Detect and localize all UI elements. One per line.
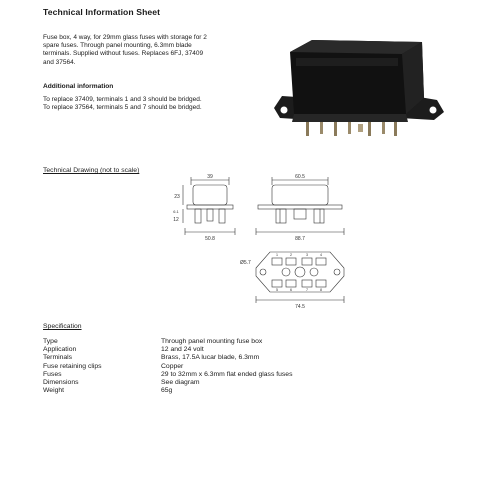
additional-info-line: To replace 37409, terminals 1 and 3 should be bridged. xyxy=(43,96,202,103)
product-photo xyxy=(272,28,447,140)
terminal-number: 5 xyxy=(276,288,278,292)
spec-value: Brass, 17.5A lucar blade, 6.3mm xyxy=(161,354,260,362)
dim-front-top: 60.5 xyxy=(295,174,305,180)
spec-value: 65g xyxy=(161,387,173,395)
dim-plan-hole: Ø5.7 xyxy=(240,260,251,266)
plan-view-drawing xyxy=(236,244,356,314)
spec-label: Weight xyxy=(43,387,65,395)
terminal-number: 4 xyxy=(320,253,322,257)
spec-label: Fuses xyxy=(43,370,62,378)
dim-side-a: 6.1 xyxy=(173,209,179,214)
spec-value: Through panel mounting fuse box xyxy=(161,338,263,345)
spec-row xyxy=(43,387,292,395)
dim-side-height: 23 xyxy=(174,194,180,200)
spec-label: Dimensions xyxy=(43,379,79,387)
description-line: and 37564. xyxy=(43,58,76,66)
dim-side-top: 39 xyxy=(207,174,213,180)
spec-row xyxy=(43,379,292,387)
spec-value: 12 and 24 volt xyxy=(161,346,204,354)
additional-info-line: To replace 37564, terminals 5 and 7 should be bridged. xyxy=(43,104,202,111)
spec-value: Copper xyxy=(161,362,184,370)
spec-label: Fuse retaining clips xyxy=(43,362,102,370)
side-view-drawing xyxy=(165,170,245,245)
dim-side-b: 12 xyxy=(173,217,179,223)
technical-drawing-heading xyxy=(43,167,139,174)
terminal-number: 8 xyxy=(320,288,322,292)
spec-row xyxy=(43,354,292,362)
description-line: terminals. Supplied without fuses. Replaces 6FJ, 37409 xyxy=(43,50,204,58)
additional-info-heading: Additional information xyxy=(43,83,114,90)
dim-front-bottom: 88.7 xyxy=(295,236,305,242)
technical-drawing-title: Technical Drawing xyxy=(43,167,99,174)
spec-row xyxy=(43,363,292,371)
dim-side-bottom: 50.8 xyxy=(205,236,215,242)
page-title: Technical Information Sheet xyxy=(43,7,161,17)
spec-row xyxy=(43,338,292,346)
spec-label: Type xyxy=(43,338,58,345)
specification-heading: Specification xyxy=(43,323,82,330)
front-view-drawing xyxy=(250,170,355,245)
terminal-number: 1 xyxy=(276,253,278,257)
specification-table xyxy=(43,338,292,395)
technical-drawing-note: (not to scale) xyxy=(98,167,140,174)
spec-label: Terminals xyxy=(43,354,73,362)
terminal-number: 3 xyxy=(306,253,308,257)
terminal-number: 7 xyxy=(306,288,308,292)
terminal-number: 2 xyxy=(290,253,292,257)
spec-value: See diagram xyxy=(161,379,200,387)
description-line: Fuse box, 4 way, for 29mm glass fuses with storage for 2 xyxy=(43,34,207,41)
terminal-number: 6 xyxy=(290,288,292,292)
product-description xyxy=(43,34,253,67)
spec-label: Application xyxy=(43,346,77,354)
spec-row xyxy=(43,371,292,379)
description-line: spare fuses. Through panel mounting, 6.3mm blade xyxy=(43,42,192,50)
spec-row xyxy=(43,346,292,354)
dim-plan-bottom: 74.5 xyxy=(295,304,305,310)
spec-value: 29 to 32mm x 6.3mm flat ended glass fuses xyxy=(161,370,293,378)
